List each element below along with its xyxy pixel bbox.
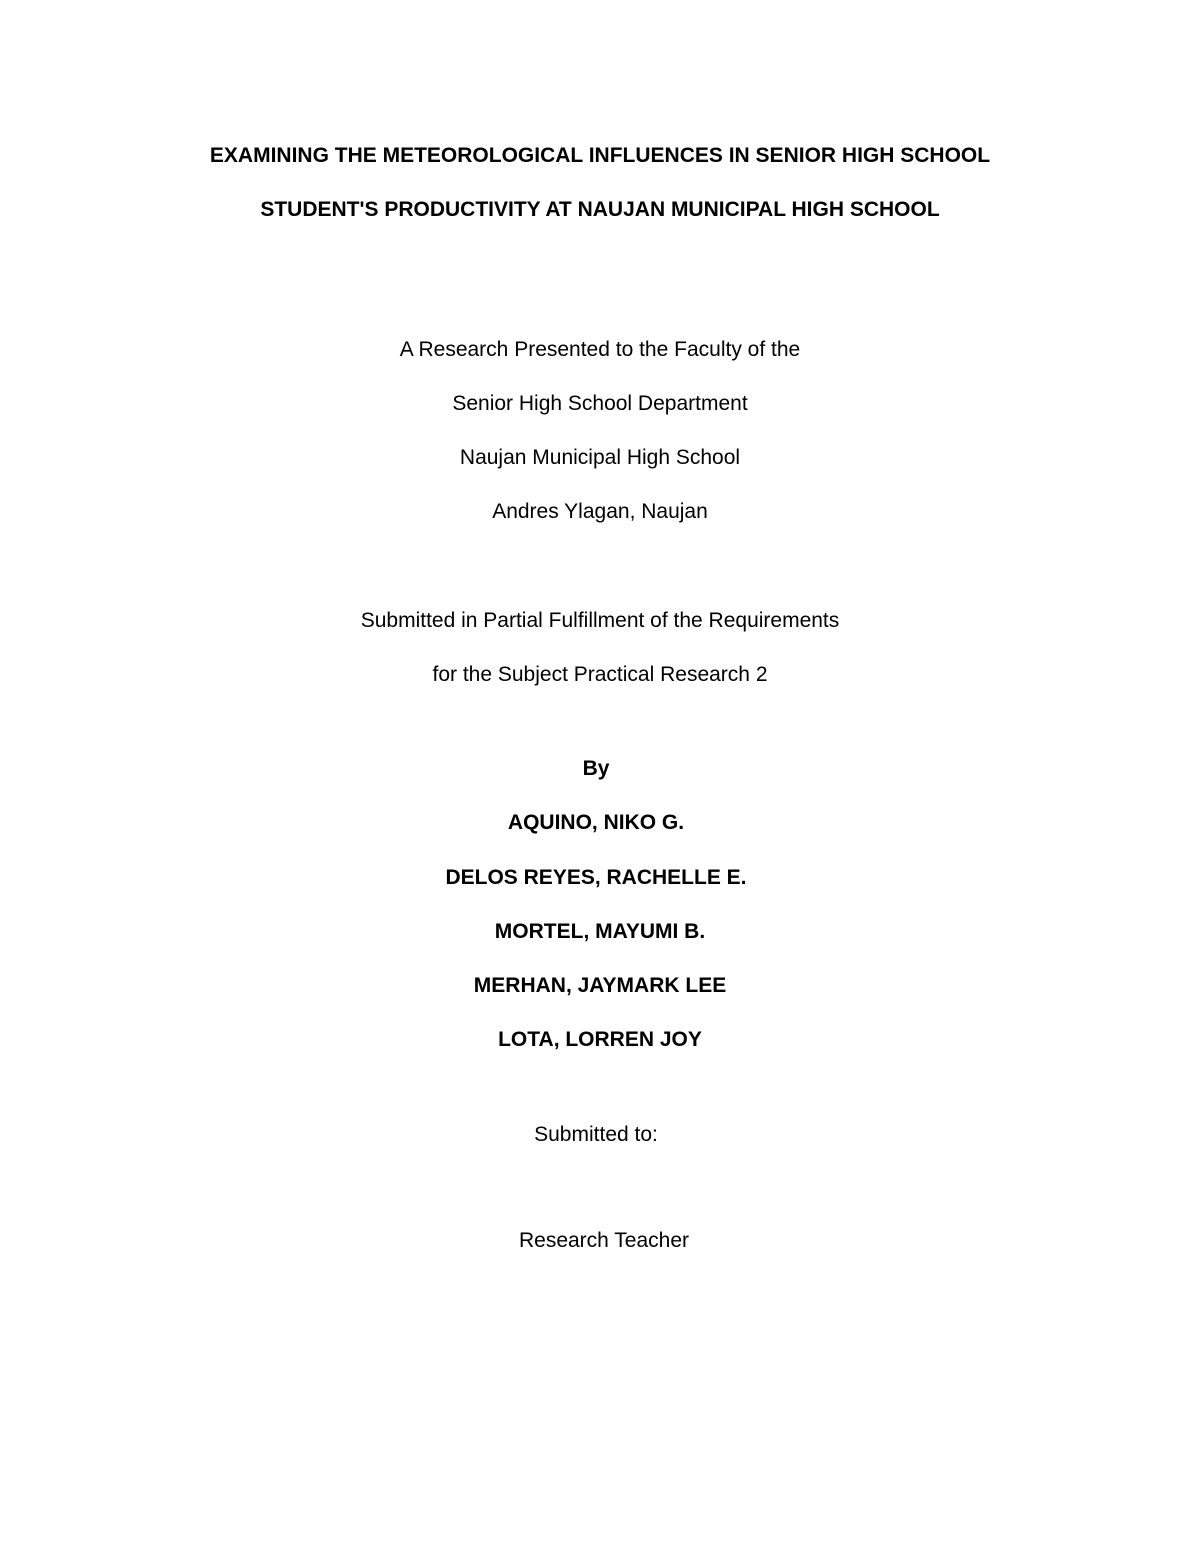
presentation-line-2: Senior High School Department [452,392,748,415]
presentation-line-4: Andres Ylagan, Naujan [492,500,708,523]
presentation-line-3: Naujan Municipal High School [459,446,741,469]
author-name: MORTEL, MAYUMI B. [494,920,706,943]
by-label: By [582,757,610,780]
fulfillment-line-1: Submitted in Partial Fulfillment of the Requirements [360,609,840,632]
author-name: LOTA, LORREN JOY [498,1028,702,1051]
title-line-1: EXAMINING THE METEOROLOGICAL INFLUENCES IN SENIOR HIGH SCHOOL [209,144,991,167]
title-line-2: STUDENT'S PRODUCTIVITY AT NAUJAN MUNICIPAL HIGH SCHOOL [260,198,940,221]
author-name: AQUINO, NIKO G. [507,811,685,834]
presentation-line-1: A Research Presented to the Faculty of the [399,338,801,361]
recipient: Research Teacher [518,1229,690,1252]
submitted-to-label: Submitted to: [534,1123,658,1146]
fulfillment-line-2: for the Subject Practical Research 2 [432,663,768,686]
author-name: DELOS REYES, RACHELLE E. [445,866,747,889]
author-name: MERHAN, JAYMARK LEE [473,974,727,997]
